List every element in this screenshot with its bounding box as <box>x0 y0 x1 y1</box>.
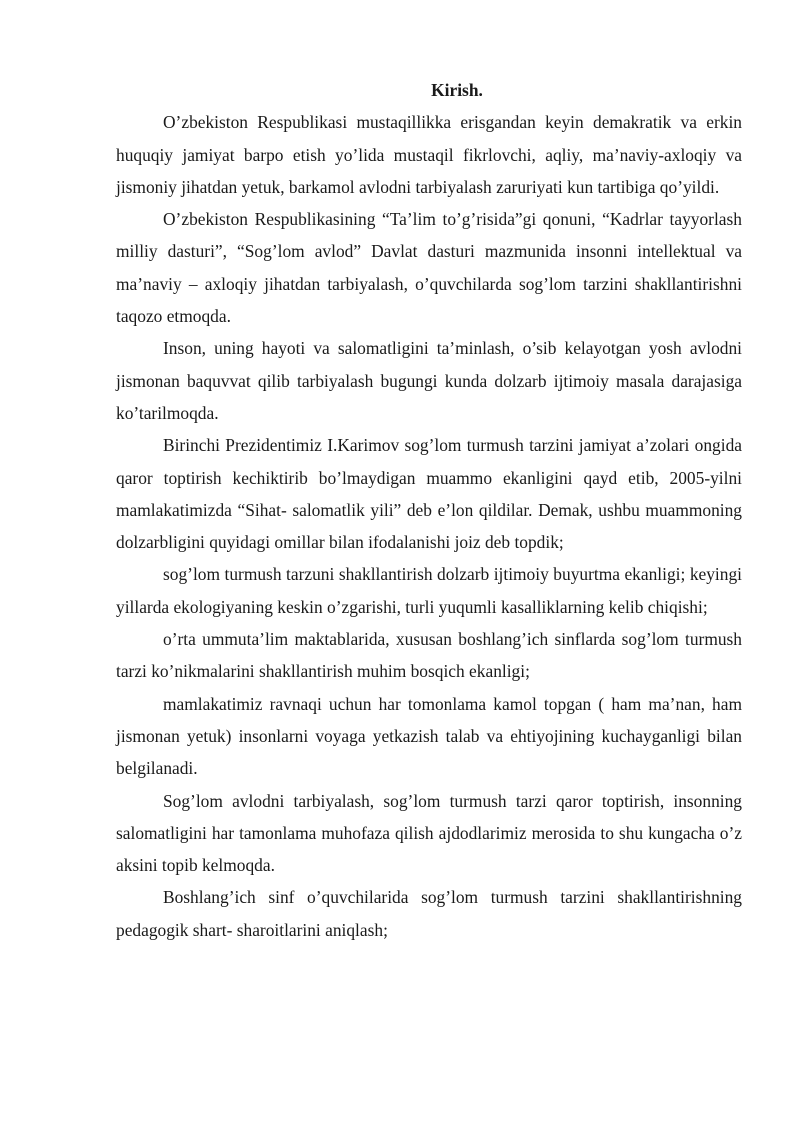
paragraph-8: Sog’lom avlodni tarbiyalash, sog’lom turmush tarzi qaror toptirish, insonning salomatligini har tamonlama muhofaza qilish ajdodlarimiz merosida to shu kungacha o’z aksini topib kelmoqda. <box>116 790 742 876</box>
paragraph-2: O’zbekiston Respublikasining “Ta’lim to’g’risida”gi qonuni, “Kadrlar tayyorlash milliy dasturi”, “Sog’lom avlod” Davlat dasturi mazmunida insonni intellektual va ma’naviy – axloqiy jihatdan tarbiyalash, o’quvchilarda sog’lom tarzini shakllantirishni taqozo etmoqda. <box>116 209 742 327</box>
paragraph-6: o’rta ummuta’lim maktablarida, xususan boshlang’ich sinflarda sog’lom turmush tarzi ko’nikmalarini shakllantirish muhim bosqich ekanligi; <box>116 629 742 682</box>
document-body <box>116 74 742 946</box>
paragraph-3: Inson, uning hayoti va salomatligini ta’minlash, o’sib kelayotgan yosh avlodni jismonan baquvvat qilib tarbiyalash bugungi kunda dolzarb ijtimoiy masala darajasiga ko’tarilmoqda. <box>116 338 742 423</box>
paragraph-7: mamlakatimiz ravnaqi uchun har tomonlama kamol topgan ( ham ma’nan, ham jismonan yetuk) insonlarni voyaga yetkazish talab va ehtiyojining kuchayganligi bilan belgilanadi. <box>116 693 742 779</box>
paragraph-9: Boshlang’ich sinf o’quvchilarida sog’lom turmush tarzini shakllantirishning pedagogik shart- sharoitlarini aniqlash; <box>116 887 742 940</box>
paragraph-4: Birinchi Prezidentimiz I.Karimov sog’lom turmush tarzini jamiyat a’zolari ongida qaror toptirish kechiktirib bo’lmaydigan muammo ekanligini qayd etib, 2005-yilni mamlakatimizda “Sihat- salomatlik yili” deb e’lon qildilar. Demak, ushbu muammoning dolzarbligini quyidagi omillar bilan ifodalanishi joiz deb topdik; <box>116 435 742 553</box>
paragraph-5: sog’lom turmush tarzuni shakllantirish dolzarb ijtimoiy buyurtma ekanligi; keyingi yillarda ekologiyaning keskin o’zgarishi, turli yuqumli kasalliklarning kelib chiqishi; <box>116 564 742 617</box>
document-title: Kirish. <box>431 80 483 100</box>
paragraph-1: O’zbekiston Respublikasi mustaqillikka erisgandan keyin demakratik va erkin huquqiy jamiyat barpo etish yo’lida mustaqil fikrlovchi, aqliy, ma’naviy-axloqiy va jismoniy jihatdan yetuk, barkamol avlodni tarbiyalash zaruriyati kun tartibiga qo’yildi. <box>116 112 742 197</box>
